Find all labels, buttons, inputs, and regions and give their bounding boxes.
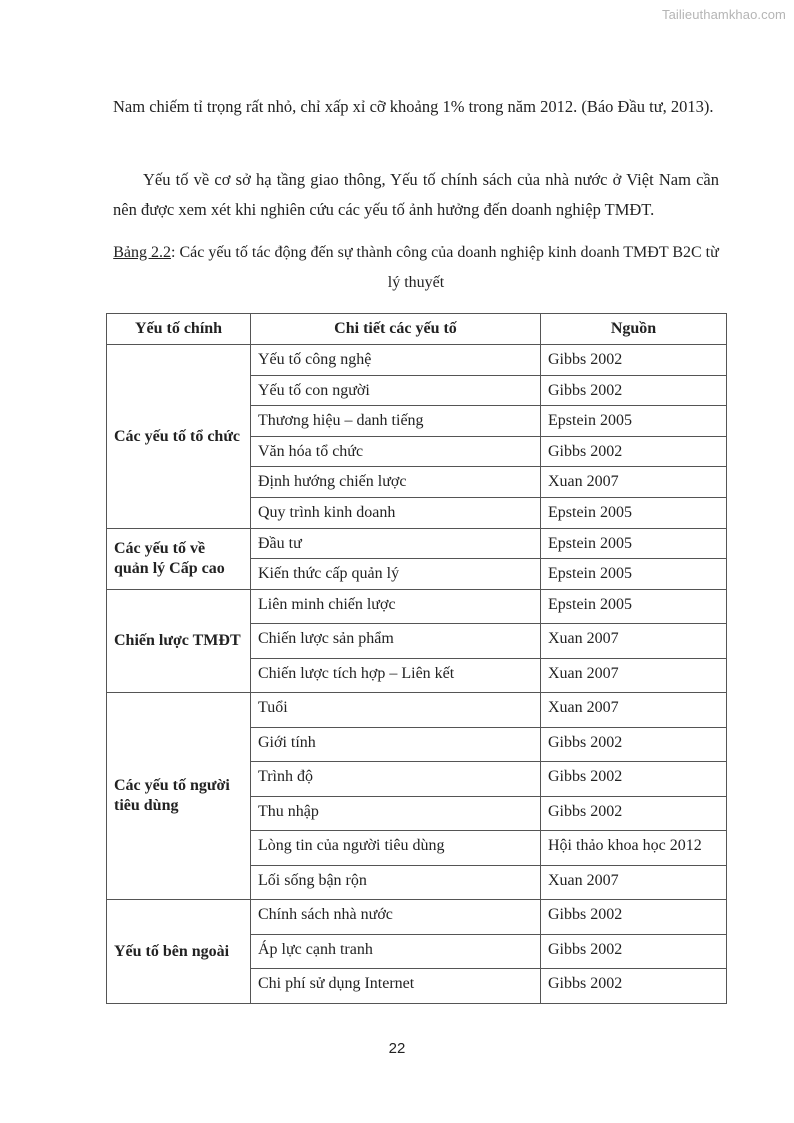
detail-cell: Liên minh chiến lược [251,590,541,624]
detail-cell: Áp lực cạnh tranh [251,935,541,969]
detail-cell: Thu nhập [251,797,541,831]
source-cell: Xuan 2007 [541,624,727,659]
table-caption [113,238,719,298]
detail-cell: Quy trình kinh doanh [251,498,541,529]
detail-cell: Văn hóa tổ chức [251,437,541,467]
source-cell: Xuan 2007 [541,866,727,900]
source-cell: Gibbs 2002 [541,345,727,376]
source-cell: Epstein 2005 [541,559,727,590]
header-detail: Chi tiết các yếu tố [251,314,541,345]
source-cell: Xuan 2007 [541,467,727,498]
detail-cell: Thương hiệu – danh tiếng [251,406,541,437]
header-source: Nguồn [541,314,727,345]
table-row [107,693,727,728]
table-row [107,529,727,559]
body-paragraph-1: Nam chiếm tỉ trọng rất nhỏ, chỉ xấp xỉ cỡ khoảng 1% trong năm 2012. (Báo Đầu tư, 2013). [113,97,714,116]
group-cell: Chiến lược TMĐT [107,590,251,693]
source-cell: Gibbs 2002 [541,969,727,1004]
detail-cell: Đầu tư [251,529,541,559]
detail-cell: Lối sống bận rộn [251,866,541,900]
source-cell: Xuan 2007 [541,659,727,693]
group-cell: Các yếu tố người tiêu dùng [107,693,251,900]
factors-table [106,313,727,1004]
watermark: Tailieuthamkhao.com [661,7,786,22]
source-cell: Xuan 2007 [541,693,727,728]
detail-cell: Định hướng chiến lược [251,467,541,498]
source-cell: Gibbs 2002 [541,797,727,831]
source-cell: Gibbs 2002 [541,935,727,969]
detail-cell: Chính sách nhà nước [251,900,541,935]
table-row [107,345,727,376]
table-caption-text: : Các yếu tố tác động đến sự thành công của doanh nghiệp kinh doanh TMĐT B2C từ lý thuyết [171,244,719,291]
body-paragraph-2: Yếu tố về cơ sở hạ tầng giao thông, Yếu tố chính sách của nhà nước ở Việt Nam cần nên được xem xét khi nghiên cứu các yếu tố ảnh hưởng đến doanh nghiệp TMĐT. [113,170,719,219]
detail-cell: Tuổi [251,693,541,728]
table-row [107,590,727,624]
source-cell: Gibbs 2002 [541,376,727,406]
group-cell: Các yếu tố tổ chức [107,345,251,529]
source-cell: Gibbs 2002 [541,728,727,762]
detail-cell: Chi phí sử dụng Internet [251,969,541,1004]
page-number: 22 [388,1040,406,1057]
table-caption-label: Bảng 2.2 [113,244,171,261]
source-cell: Epstein 2005 [541,498,727,529]
detail-cell: Lòng tin của người tiêu dùng [251,831,541,866]
detail-cell: Chiến lược tích hợp – Liên kết [251,659,541,693]
source-cell: Gibbs 2002 [541,762,727,797]
table-header-row [107,314,727,345]
detail-cell: Giới tính [251,728,541,762]
detail-cell: Yếu tố con người [251,376,541,406]
group-cell: Các yếu tố về quản lý Cấp cao [107,529,251,590]
detail-cell: Kiến thức cấp quản lý [251,559,541,590]
group-cell: Yếu tố bên ngoài [107,900,251,1004]
detail-cell: Chiến lược sản phẩm [251,624,541,659]
source-cell: Epstein 2005 [541,590,727,624]
source-cell: Hội thảo khoa học 2012 [541,831,727,866]
detail-cell: Trình độ [251,762,541,797]
source-cell: Epstein 2005 [541,406,727,437]
source-cell: Gibbs 2002 [541,900,727,935]
table-row [107,900,727,935]
source-cell: Epstein 2005 [541,529,727,559]
source-cell: Gibbs 2002 [541,437,727,467]
detail-cell: Yếu tố công nghệ [251,345,541,376]
header-main-factor: Yếu tố chính [107,314,251,345]
